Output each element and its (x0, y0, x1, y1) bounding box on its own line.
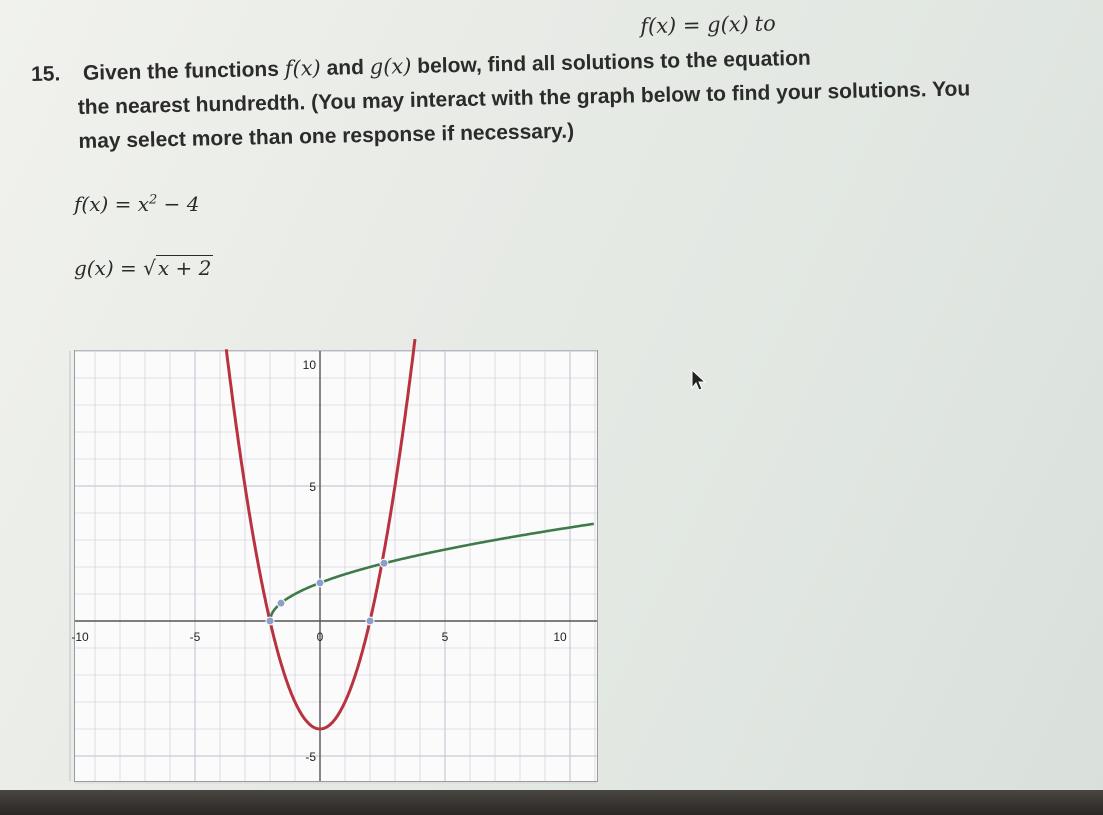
graph-point (316, 579, 324, 587)
question-line-3: the nearest hundredth. (You may interact with the graph below to find your solutions. You (77, 77, 971, 120)
function-g-radicand: x + 2 (157, 256, 212, 280)
question-and: and (326, 56, 365, 80)
x-tick-label: 0 (316, 630, 324, 644)
mouse-cursor-icon (690, 368, 708, 392)
x-tick-label: 5 (441, 630, 449, 644)
x-tick-label: -5 (189, 630, 201, 644)
y-tick-label: -5 (305, 750, 316, 764)
question-number: 15. (30, 62, 61, 86)
question-text (30, 0, 1083, 160)
function-g-lhs: g(x) = (74, 256, 144, 280)
sqrt-symbol: √ (143, 256, 156, 280)
function-g (74, 256, 213, 280)
function-f-exponent: 2 (149, 192, 158, 208)
function-f (74, 192, 200, 216)
y-tick-label: 5 (309, 480, 316, 494)
question-line-4: may select more than one response if necessary.) (78, 119, 575, 154)
question-f-ref: f(x) (284, 55, 321, 81)
graph-point (366, 617, 374, 625)
graph-svg[interactable] (71, 351, 597, 781)
x-tick-label: 10 (553, 630, 567, 644)
x-tick-label: -10 (71, 630, 89, 644)
question-to: to (754, 11, 777, 36)
interactive-graph[interactable] (71, 350, 598, 782)
y-tick-label: 10 (302, 358, 316, 372)
graph-point (266, 617, 274, 625)
question-g-ref: g(x) (369, 54, 412, 79)
function-f-rhs: − 4 (157, 192, 200, 216)
graph-point (277, 599, 285, 607)
equation-math: f(x) = g(x) (639, 11, 750, 39)
question-intro: Given the functions (82, 57, 280, 85)
graph-point (380, 559, 388, 567)
screen-bottom-edge (0, 790, 1103, 815)
question-rest: below, find all solutions to the equation (417, 46, 811, 78)
function-f-lhs: f(x) = x (74, 192, 150, 216)
